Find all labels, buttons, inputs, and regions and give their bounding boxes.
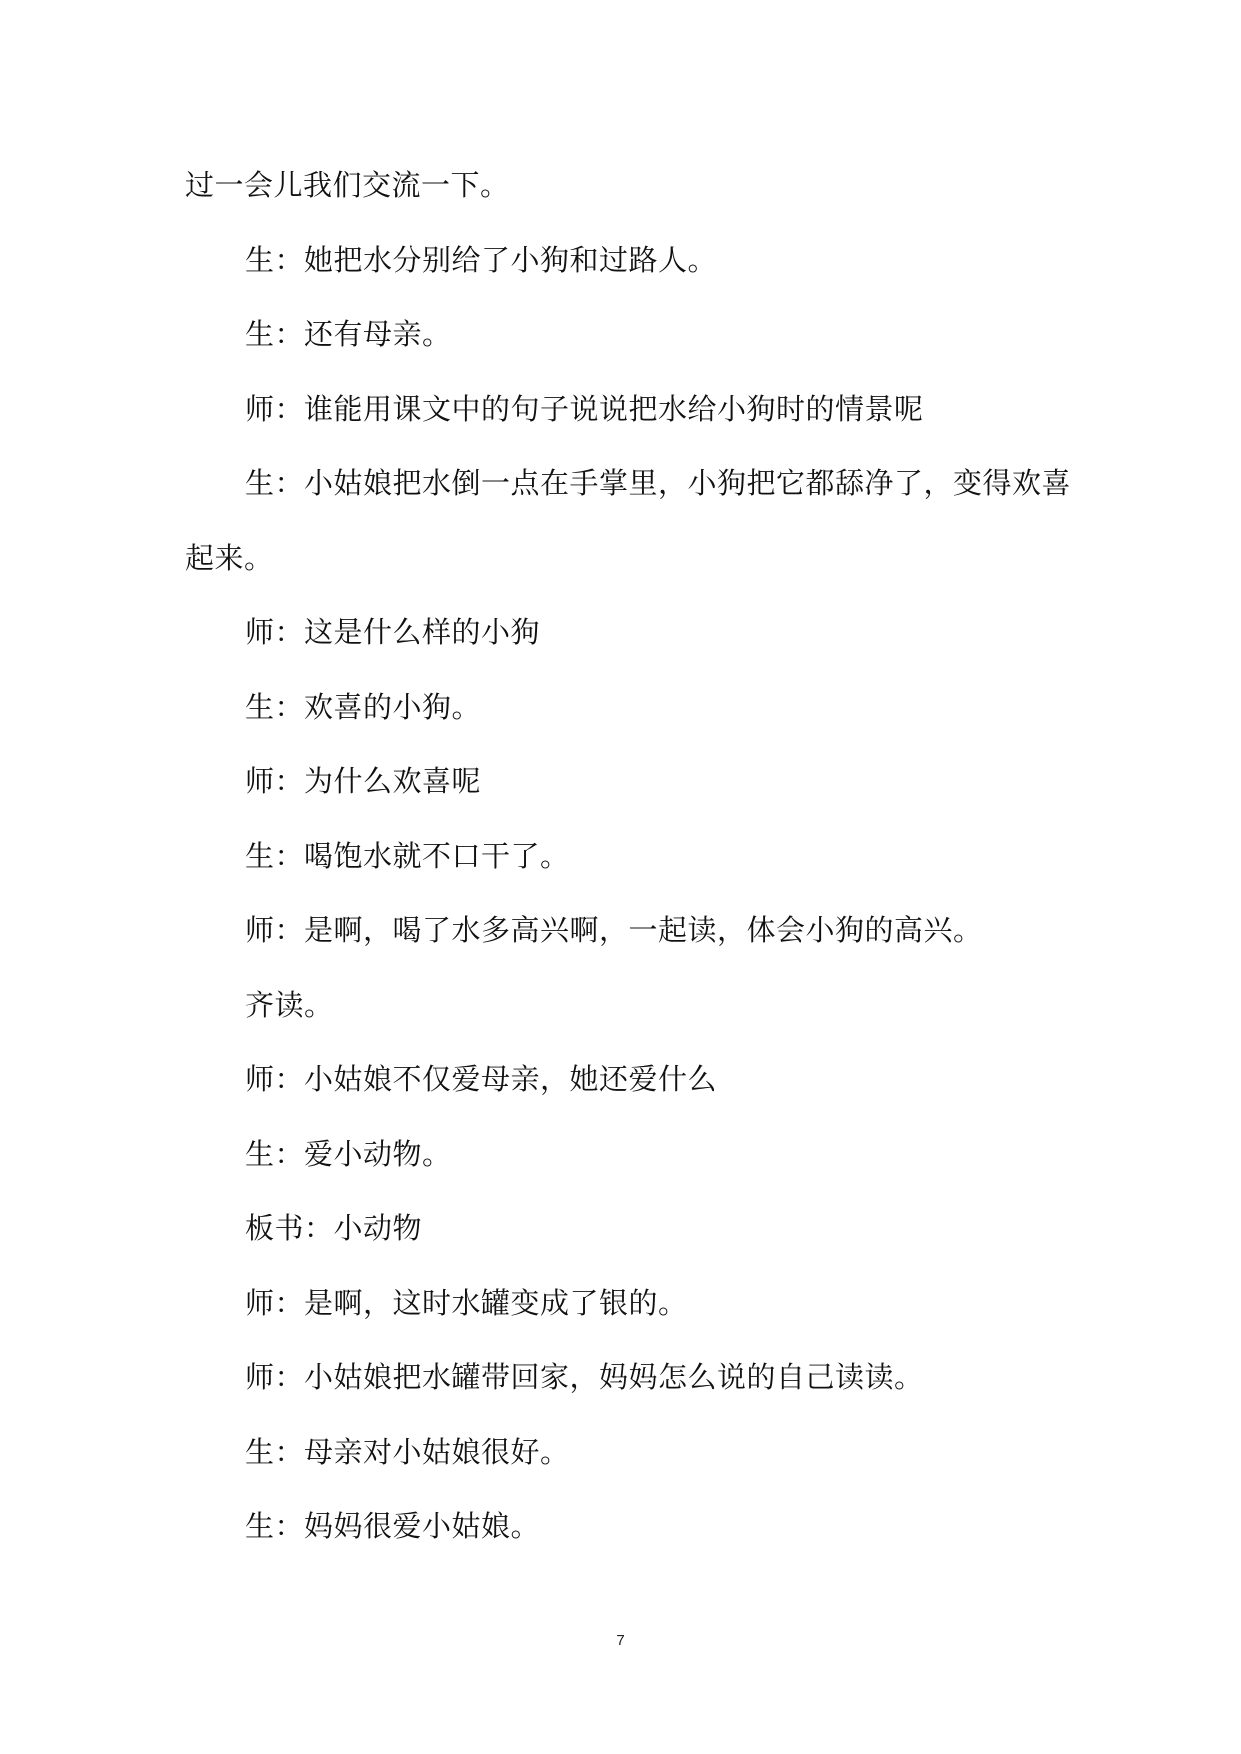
text-line-student: 生：喝饱水就不口干了。 [245,838,570,873]
document-body [185,148,1072,1564]
text-line-student: 生：还有母亲。 [245,317,452,351]
text-line-teacher: 师：为什么欢喜呢 [245,764,482,798]
text-line-board-note: 板书：小动物 [245,1211,423,1245]
text-line-student: 生：小姑娘把水倒一点在手掌里，小狗把它都舔净了，变得欢喜 [245,466,1072,500]
text-line-teacher: 师：是啊，这时水罐变成了银的。 [245,1285,688,1320]
text-line-student: 生：欢喜的小狗。 [245,689,482,724]
text-line-student: 生：妈妈很爱小姑娘。 [245,1509,541,1543]
text-line-instruction: 齐读。 [245,987,334,1022]
text-line-teacher: 师：谁能用课文中的句子说说把水给小狗时的情景呢 [245,391,924,426]
text-line-student: 生：爱小动物。 [245,1136,452,1171]
text-line-teacher: 师：是啊，喝了水多高兴啊，一起读，体会小狗的高兴。 [245,913,983,947]
text-line-teacher: 师：这是什么样的小狗 [245,615,541,649]
text-line-teacher: 师：小姑娘不仅爱母亲，她还爱什么 [245,1062,718,1096]
page-number: 7 [616,1632,625,1649]
text-line-continuation: 过一会儿我们交流一下。 [185,168,510,202]
text-line-student: 生：她把水分别给了小狗和过路人。 [245,242,718,277]
text-line-teacher: 师：小姑娘把水罐带回家，妈妈怎么说的自己读读。 [245,1360,924,1394]
text-line-student: 生：母亲对小姑娘很好。 [245,1434,570,1469]
text-line-continuation: 起来。 [185,540,274,575]
